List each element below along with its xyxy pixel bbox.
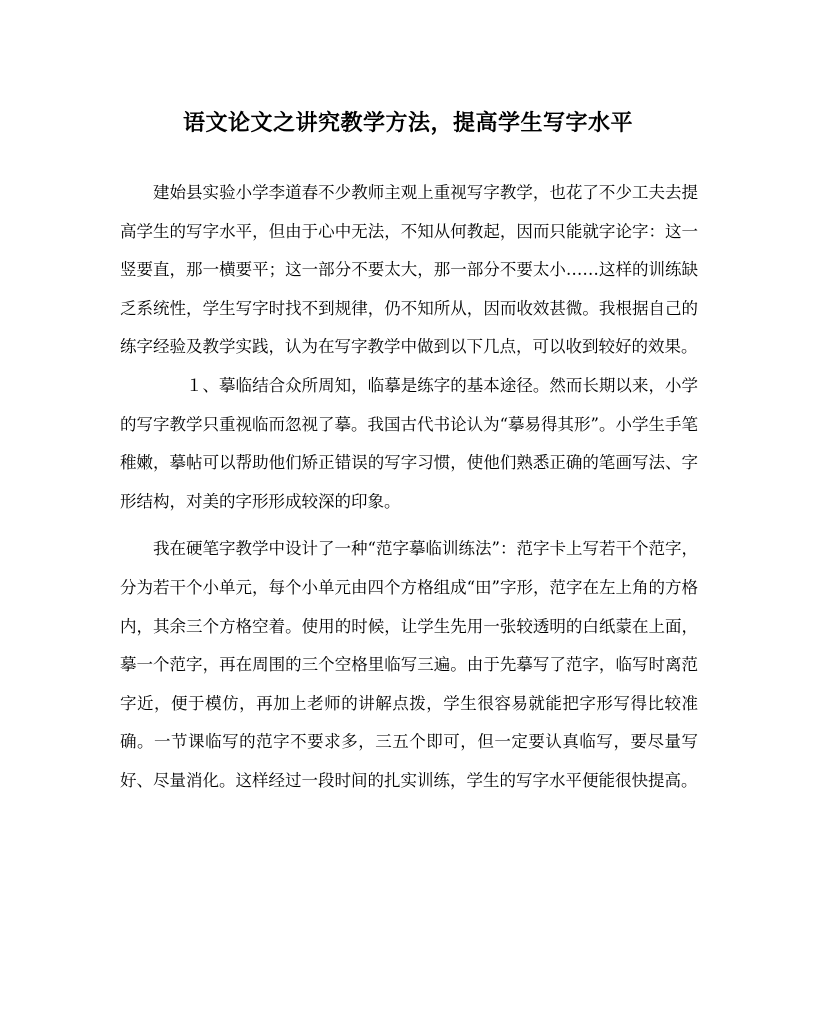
document-title: 语文论文之讲究教学方法，提高学生写字水平 bbox=[182, 110, 633, 136]
document-body bbox=[120, 174, 698, 801]
paragraph-section-1: １、摹临结合众所周知，临摹是练字的基本途径。然而长期以来，小学的写字教学只重视临而忽视了摹。我国古代书论认为“摹易得其形”。小学生手笔稚嫩，摹帖可以帮助他们矫正错误的写字习惯，使他们熟悉正确的笔画写法、字形结构，对美的字形形成较深的印象。 bbox=[120, 375, 698, 511]
paragraph-method: 我在硬笔字教学中设计了一种“范字摹临训练法”：范字卡上写若干个范字，分为若干个小单元，每个小单元由四个方格组成“田”字形，范字在左上角的方格内，其余三个方格空着。使用的时候，让学生先用一张较透明的白纸蒙在上面，摹一个范字，再在周围的三个空格里临写三遍。由于先摹写了范字，临写时离范字近，便于模仿，再加上老师的讲解点拨，学生很容易就能把字形写得比较准确。一节课临写的范字不要求多，三五个即可，但一定要认真临写，要尽量写好、尽量消化。这样经过一段时间的扎实训练，学生的写字水平便能很快提高。 bbox=[120, 539, 698, 790]
paragraph-intro: 建始县实验小学李道春不少教师主观上重视写字教学，也花了不少工夫去提高学生的写字水平，但由于心中无法，不知从何教起，因而只能就字论字：这一竖要直，那一横要平；这一部分不要太大，那一部分不要太小……这样的训练缺乏系统性，学生写字时找不到规律，仍不知所从，因而收效甚微。我根据自己的练字经验及教学实践，认为在写字教学中做到以下几点，可以收到较好的效果。 bbox=[120, 183, 698, 357]
